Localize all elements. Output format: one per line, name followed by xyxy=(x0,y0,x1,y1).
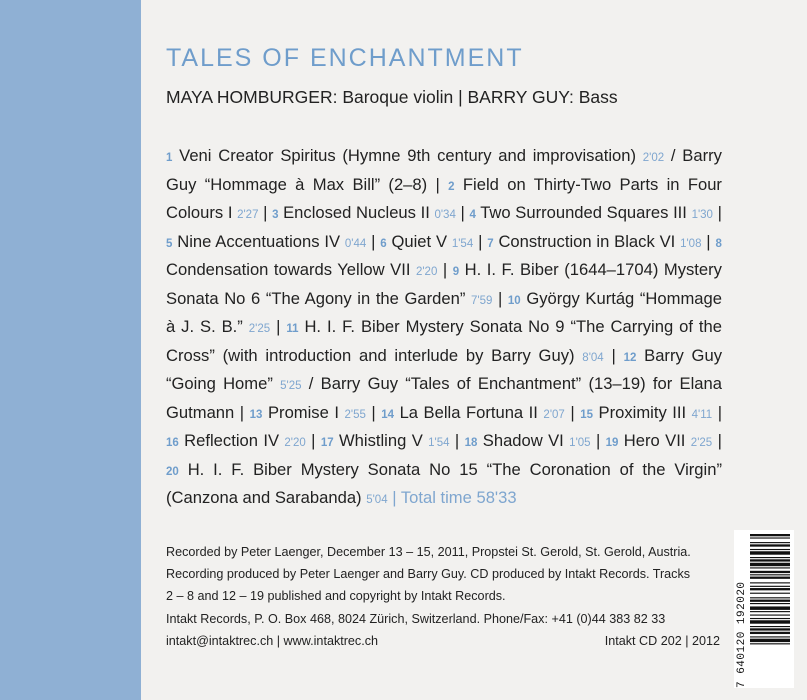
track-number: 18 xyxy=(464,437,478,449)
track-time: 2'27 xyxy=(237,209,259,221)
track-title: Promise I xyxy=(267,402,339,422)
label-address: Intakt Records, P. O. Box 468, 8024 Zürich, Switzerland. Phone/Fax: +41 (0)44 383 82 33 xyxy=(166,611,666,626)
track-number: 10 xyxy=(507,294,521,307)
track-time: 1'54 xyxy=(451,237,474,250)
barcode-bar xyxy=(750,571,790,573)
track-number: 5 xyxy=(166,237,173,250)
barcode-bar xyxy=(750,615,790,616)
barcode-bar xyxy=(750,582,790,583)
barcode-bar xyxy=(750,611,790,612)
track-number: 12 xyxy=(623,351,637,364)
barcode-bar xyxy=(750,551,790,554)
track-title: H. I. F. Biber Mystery Sonata No 9 “The Carrying of the Cross” (with introduction and interlude by Barry Guy) xyxy=(166,317,722,365)
barcode-digits: 7 640120 192020 xyxy=(736,581,748,688)
barcode-bar xyxy=(750,628,790,630)
track-title: Two Surrounded Squares III xyxy=(480,203,687,222)
track-time: 4'11 xyxy=(691,408,713,421)
credit-recorded: Recorded by Peter Laenger, December 13 – 15, 2011, Propstei St. Gerold, St. Gerold, Austria. xyxy=(166,545,691,559)
barcode-bar xyxy=(750,632,790,634)
track-time: 5'25 xyxy=(280,380,302,392)
track-link-slash: / xyxy=(308,374,314,393)
album-title: TALES OF ENCHANTMENT xyxy=(166,44,524,72)
track-title: Condensation towards Yellow VII xyxy=(166,260,411,279)
track-number: 20 xyxy=(166,465,179,478)
track-title: Veni Creator Spiritus (Hymne 9th century and improvisation) xyxy=(179,146,636,165)
barcode-bar xyxy=(750,563,790,566)
track-title: Hero VII xyxy=(623,431,686,450)
credit-published: 2 – 8 and 12 – 19 published and copyright by Intakt Records. xyxy=(166,589,506,604)
barcode-bar xyxy=(750,639,790,642)
credit-produced: Recording produced by Peter Laenger and Barry Guy. CD produced by Intakt Records. Tracks xyxy=(166,567,691,582)
track-time: 2'07 xyxy=(543,408,565,421)
barcode-bar xyxy=(750,600,790,602)
barcode xyxy=(734,530,794,688)
barcode-bar xyxy=(750,542,790,543)
contact-row xyxy=(166,630,720,652)
track-title: Barry Guy “Going Home” xyxy=(166,345,722,393)
catalog-number: Intakt CD 202 | 2012 xyxy=(604,633,720,648)
track-number: 11 xyxy=(286,323,299,335)
barcode-bar xyxy=(750,537,790,538)
track-time: 2'20 xyxy=(284,437,306,449)
track-title: H. I. F. Biber (1644–1704) Mystery Sonata No 6 “The Agony in the Garden” xyxy=(166,260,722,308)
track-time: 8'04 xyxy=(582,351,604,364)
barcode-bar xyxy=(750,567,790,568)
track-time: 1'05 xyxy=(569,437,591,449)
performers-line: MAYA HOMBURGER: Baroque violin | BARRY GUY: Bass xyxy=(166,87,618,107)
track-number: 7 xyxy=(487,237,494,250)
barcode-bar xyxy=(750,534,790,536)
track-time: 2'25 xyxy=(690,437,713,449)
track-time: 1'54 xyxy=(428,437,450,449)
track-time: 1'30 xyxy=(691,209,713,221)
track-number: 16 xyxy=(166,437,179,449)
barcode-bar xyxy=(750,593,790,594)
track-time: 2'25 xyxy=(248,323,271,335)
track-title: Enclosed Nucleus II xyxy=(283,203,430,222)
track-number: 9 xyxy=(452,266,460,278)
track-title: La Bella Fortuna II xyxy=(399,402,538,422)
track-title: Quiet V xyxy=(391,231,448,251)
barcode-bar xyxy=(750,549,790,550)
track-title: H. I. F. Biber Mystery Sonata No 15 “The Coronation of the Virgin” (Canzona and Sarabanda) xyxy=(166,459,722,507)
work-title: Barry Guy “Tales of Enchantment” (13–19) for Elana Gutmann xyxy=(166,374,722,422)
track-title: Construction in Black VI xyxy=(498,231,676,251)
barcode-bar xyxy=(750,574,790,575)
barcode-bar xyxy=(750,606,790,609)
barcode-bar xyxy=(750,618,790,619)
track-title: György Kurtág “Hommage à J. S. B.” xyxy=(166,288,722,336)
track-time: 2'02 xyxy=(642,152,665,164)
track-number: 4 xyxy=(469,209,476,221)
track-number: 2 xyxy=(448,180,455,193)
barcode-bar xyxy=(750,544,790,546)
barcode-bar xyxy=(750,626,790,627)
track-title: Field on Thirty-Two Parts in Four Colours I xyxy=(166,174,722,222)
track-title: Whistling V xyxy=(339,431,423,450)
barcode-bar xyxy=(750,620,790,623)
total-time: Total time 58'33 xyxy=(400,488,517,507)
credits-block xyxy=(166,541,726,652)
track-number: 8 xyxy=(715,237,722,250)
label-contact: intakt@intaktrec.ch | www.intaktrec.ch xyxy=(166,633,379,648)
barcode-bar xyxy=(750,603,790,604)
barcode-bar xyxy=(750,559,790,561)
track-number: 6 xyxy=(380,237,387,250)
barcode-bar xyxy=(750,643,790,644)
track-number: 13 xyxy=(249,408,263,421)
barcode-bar xyxy=(750,586,790,587)
track-number: 14 xyxy=(381,408,395,421)
barcode-bar xyxy=(750,597,790,598)
track-title: Shadow VI xyxy=(482,431,564,450)
track-number: 19 xyxy=(605,437,619,449)
track-number: 17 xyxy=(320,437,334,449)
track-time: 7'59 xyxy=(470,294,493,307)
barcode-bar xyxy=(750,588,790,590)
tracklist: 1 Veni Creator Spiritus (Hymne 9th century and improvisation) 2'02 / Barry Guy “Hommage à Max Bill” (2–8) | 2 Field on Thirty-Two Parts in Four Colours I 2'27 | 3 Enclosed Nucleus II 0'34 | 4 Two Surrounded Squares III 1'30 | 5 Nine Accentuations IV 0'44 | 6 Quiet V 1'54 | 7 Construction in Black VI 1'08 | 8 Condensation towards Yellow VII 2'20 | 9 H. I. F. Biber (1644–1704) Mystery Sonata No 6 “The Agony in the Garden” 7'59 | 10 György Kurtág “Hommage à J. S. B.” 2'25 | 11 H. I. F. Biber Mystery Sonata No 9 “The Carrying of the Cross” (with introduction and interlude by Barry Guy) 8'04 | 12 Barry Guy “Going Home” 5'25 / Barry Guy “Tales of Enchantment” (13–19) for Elana Gutmann | 13 Promise I 2'55 | 14 La Bella Fortuna II 2'07 | 15 Proximity III 4'11 | 16 Reflection IV 2'20 | 17 Whistling V 1'54 | 18 Shadow VI 1'05 | 19 Hero VII 2'25 | 20 H. I. F. Biber Mystery Sonata No 15 “The Coronation of the Virgin” (Canzona and Sarabanda) 5'04 | Total time 58'33 xyxy=(166,146,722,507)
track-time: 2'55 xyxy=(344,408,366,421)
track-title: Nine Accentuations IV xyxy=(177,231,341,251)
track-title: Reflection IV xyxy=(184,431,280,450)
side-color-band xyxy=(0,0,141,700)
track-time: 0'34 xyxy=(434,209,456,221)
track-time: 5'04 xyxy=(366,494,388,506)
track-time: 1'08 xyxy=(680,237,702,250)
track-link-slash: / xyxy=(670,146,676,165)
barcode-bar xyxy=(750,577,790,579)
track-time: 2'20 xyxy=(415,266,438,278)
work-title: Barry Guy “Hommage à Max Bill” (2–8) xyxy=(166,146,722,194)
track-number: 15 xyxy=(580,408,593,421)
track-number: 1 xyxy=(166,152,173,164)
barcode-bar xyxy=(750,557,790,558)
barcode-bar xyxy=(750,636,790,637)
track-title: Proximity III xyxy=(598,402,687,422)
track-number: 3 xyxy=(272,209,279,221)
track-time: 0'44 xyxy=(344,237,367,250)
